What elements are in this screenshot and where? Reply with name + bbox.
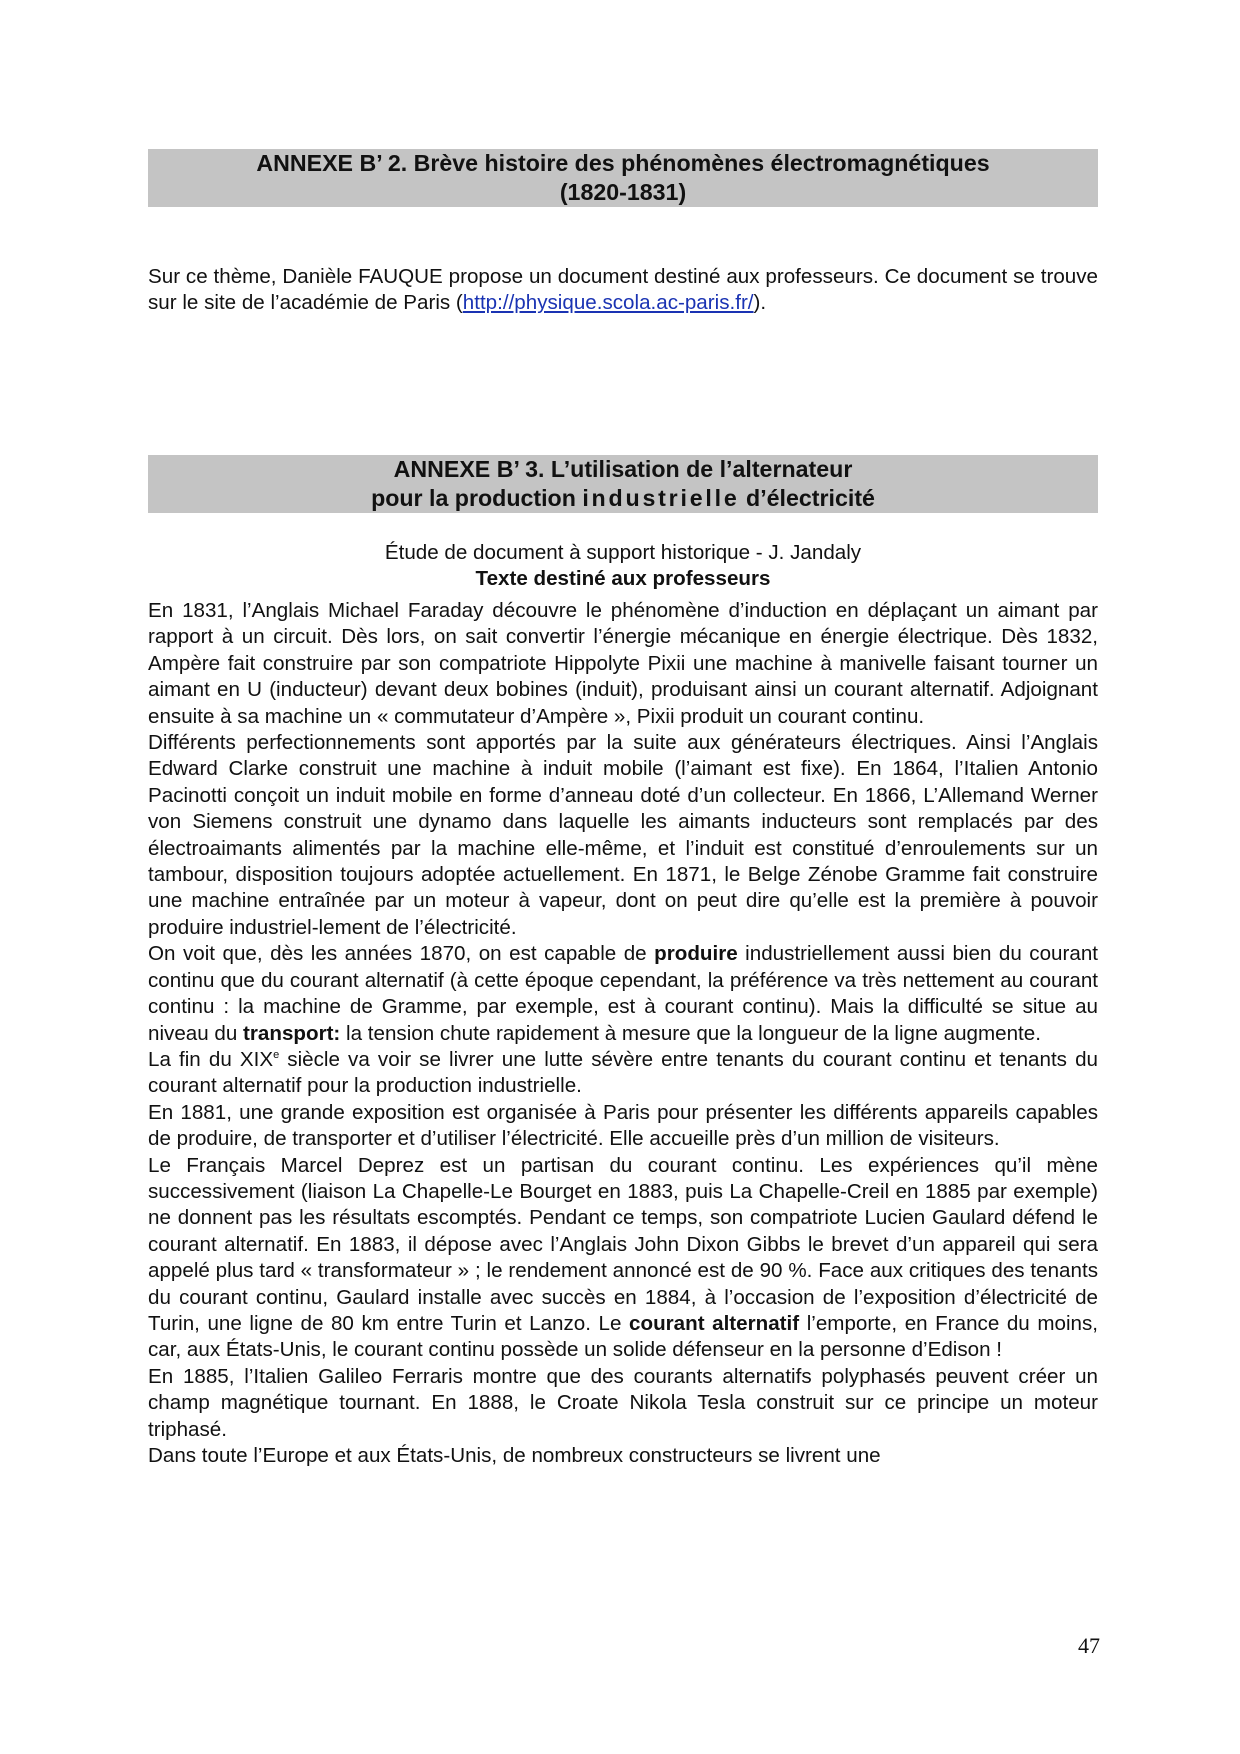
annexe-b3-title-line2	[148, 484, 1098, 513]
p3-text-b: industriellement aussi bien du courant continu que du courant alternatif (à cette époque cependant, la préférence va très nettement au courant continu : la machine de Gramme, par exemple, est à courant continu). Mais la difficulté se situe au niveau du	[148, 942, 1098, 1045]
intro-before-link: Sur ce thème, Danièle FAUQUE propose un document destiné aux professeurs. Ce document se trouve sur le site de l’académie de Paris (	[148, 265, 1098, 315]
title-part-c: d’électricité	[739, 485, 875, 511]
paragraph-2: Différents perfectionnements sont apportés par la suite aux générateurs électriques. Ainsi l’Anglais Edward Clarke construit une machine à induit mobile (l’aimant est fixe). En 1864, l’Italien Antonio Pacinotti conçoit un induit mobile en forme d’anneau doté d’un collecteur. En 1866, L’Allemand Werner von Siemens construit une dynamo dans laquelle les aimants inducteurs sont remplacés par des électroaimants alimentés par la machine elle-même, et l’induit est constitué d’enroulements sur un tambour, disposition toujours adoptée actuellement. En 1871, le Belge Zénobe Gramme fait construire une machine entraînée par un moteur à vapeur, dont on peut dire qu’elle est la première à pouvoir produire industriel-lement de l’électricité.	[148, 731, 1098, 939]
paragraph-8: Dans toute l’Europe et aux États-Unis, de nombreux constructeurs se livrent une	[148, 1444, 881, 1467]
teacher-subtitle: Texte destiné aux professeurs	[475, 567, 771, 590]
annexe-b3-body	[148, 598, 1098, 1469]
p4-text-a: La fin du XIX	[148, 1047, 274, 1071]
p6-text-b: l’emporte, en France du moins, car, aux États-Unis, le courant continu possède un solide défenseur en la personne d’Edison !	[148, 1311, 1098, 1362]
annexe-b2-title-line2: (1820-1831)	[559, 179, 687, 205]
p3-text-c: la tension chute rapidement à mesure que la longueur de la ligne augmente.	[340, 1021, 1041, 1045]
intro-after-link: ).	[753, 291, 767, 315]
p6-text-a: Le Français Marcel Deprez est un partisan du courant continu. Les expériences qu’il mène successivement (liaison La Chapelle-Le Bourget en 1883, puis La Chapelle-Creil en 1885 par exemple) ne donnent pas les résultats escomptés. Pendant ce temps, son compatriote Lucien Gaulard défend le courant alternatif. En 1883, il dépose avec l’Anglais John Dixon Gibbs le brevet d’un appareil qui sera appelé plus tard « transformateur » ; le rendement annoncé est de 90 %. Face aux critiques des tenants du courant continu, Gaulard installe avec succès en 1884, à l’occasion de l’exposition d’électricité de Turin, une ligne de 80 km entre Turin et Lanzo. Le	[148, 1153, 1098, 1335]
annexe-b2-heading	[148, 149, 1098, 207]
academie-paris-link[interactable]: http://physique.scola.ac-paris.fr/	[462, 291, 754, 315]
paragraph-7: En 1885, l’Italien Galileo Ferraris montre que des courants alternatifs polyphasés peuvent créer un champ magnétique tournant. En 1888, le Croate Nikola Tesla construit sur ce principe un moteur triphasé.	[148, 1364, 1098, 1441]
paragraph-6	[148, 1153, 1098, 1364]
p3-bold-transport: transport:	[243, 1021, 341, 1045]
study-subtitle: Étude de document à support historique - J. Jandaly	[384, 541, 862, 564]
paragraph-4	[148, 1047, 1098, 1100]
p4-text-b: siècle va voir se livrer une lutte sévère entre tenants du courant continu et tenants du courant alternatif pour la production industrielle.	[148, 1047, 1098, 1098]
p6-bold-courant-alternatif: courant alternatif	[629, 1311, 800, 1335]
annexe-b2-title-line1: ANNEXE B’ 2. Brève histoire des phénomènes électromagnétiques	[256, 150, 990, 176]
p3-bold-produire: produire	[654, 942, 738, 966]
annexe-b2-intro	[148, 264, 1098, 317]
p3-text-a: On voit que, dès les années 1870, on est capable de	[148, 942, 655, 966]
paragraph-3	[148, 941, 1098, 1047]
paragraph-5: En 1881, une grande exposition est organisée à Paris pour présenter les différents appareils capables de produire, de transporter et d’utiliser l’électricité. Elle accueille près d’un million de visiteurs.	[148, 1100, 1098, 1151]
p4-superscript: e	[273, 1049, 280, 1062]
annexe-b3-heading	[148, 455, 1098, 513]
page-number: 47	[1078, 1633, 1100, 1658]
annexe-b3-title-line1: ANNEXE B’ 3. L’utilisation de l’alternateur	[393, 456, 853, 482]
title-part-industrielle: industrielle	[582, 485, 740, 511]
paragraph-1: En 1831, l’Anglais Michael Faraday découvre le phénomène d’induction en déplaçant un aimant par rapport à un circuit. Dès lors, on sait convertir l’énergie mécanique en énergie électrique. Dès 1832, Ampère fait construire par son compatriote Hippolyte Pixii une machine à manivelle faisant tourner un aimant en U (inducteur) devant deux bobines (induit), produisant ainsi un courant alternatif. Adjoignant ensuite à sa machine un « commutateur d’Ampère », Pixii produit un courant continu.	[148, 599, 1098, 728]
title-part-a: pour la production	[371, 485, 583, 511]
annexe-b2-intro-text	[148, 264, 1098, 317]
